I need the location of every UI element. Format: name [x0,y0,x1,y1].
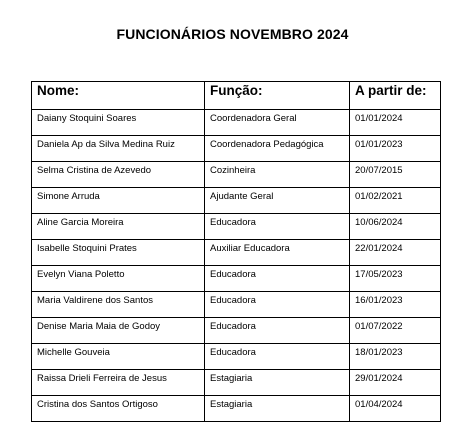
cell-name: Maria Valdirene dos Santos [32,292,205,318]
cell-function: Coordenadora Pedagógica [205,136,350,162]
cell-start-date: 22/01/2024 [350,240,441,266]
cell-start-date: 10/06/2024 [350,214,441,240]
cell-name: Daiany Stoquini Soares [32,110,205,136]
cell-name: Simone Arruda [32,188,205,214]
cell-name: Denise Maria Maia de Godoy [32,318,205,344]
cell-start-date: 01/02/2021 [350,188,441,214]
cell-start-date: 01/01/2023 [350,136,441,162]
staff-table [31,81,441,422]
header-name: Nome: [32,82,205,110]
table-row [32,396,441,422]
cell-start-date: 29/01/2024 [350,370,441,396]
table-row [32,370,441,396]
cell-name: Evelyn Viana Poletto [32,266,205,292]
cell-name: Selma Cristina de Azevedo [32,162,205,188]
table-row [32,214,441,240]
cell-start-date: 18/01/2023 [350,344,441,370]
cell-function: Educadora [205,318,350,344]
cell-function: Coordenadora Geral [205,110,350,136]
cell-start-date: 01/01/2024 [350,110,441,136]
table-row [32,162,441,188]
cell-function: Estagiaria [205,370,350,396]
table-header-row [32,82,441,110]
table-row [32,110,441,136]
table-row [32,136,441,162]
table-row [32,188,441,214]
table-row [32,318,441,344]
table-row [32,292,441,318]
table-row [32,344,441,370]
cell-name: Michelle Gouveia [32,344,205,370]
cell-function: Cozinheira [205,162,350,188]
cell-name: Isabelle Stoquini Prates [32,240,205,266]
cell-name: Aline Garcia Moreira [32,214,205,240]
header-start-date: A partir de: [350,82,441,110]
cell-name: Raissa Drieli Ferreira de Jesus [32,370,205,396]
cell-function: Estagiaria [205,396,350,422]
cell-function: Educadora [205,344,350,370]
cell-name: Daniela Ap da Silva Medina Ruiz [32,136,205,162]
cell-start-date: 01/07/2022 [350,318,441,344]
cell-start-date: 01/04/2024 [350,396,441,422]
page-title: FUNCIONÁRIOS NOVEMBRO 2024 [116,26,349,42]
cell-start-date: 16/01/2023 [350,292,441,318]
cell-function: Educadora [205,292,350,318]
cell-function: Ajudante Geral [205,188,350,214]
table-row [32,266,441,292]
cell-function: Educadora [205,214,350,240]
cell-function: Educadora [205,266,350,292]
header-function: Função: [205,82,350,110]
cell-start-date: 17/05/2023 [350,266,441,292]
cell-start-date: 20/07/2015 [350,162,441,188]
cell-function: Auxiliar Educadora [205,240,350,266]
table-row [32,240,441,266]
cell-name: Cristina dos Santos Ortigoso [32,396,205,422]
